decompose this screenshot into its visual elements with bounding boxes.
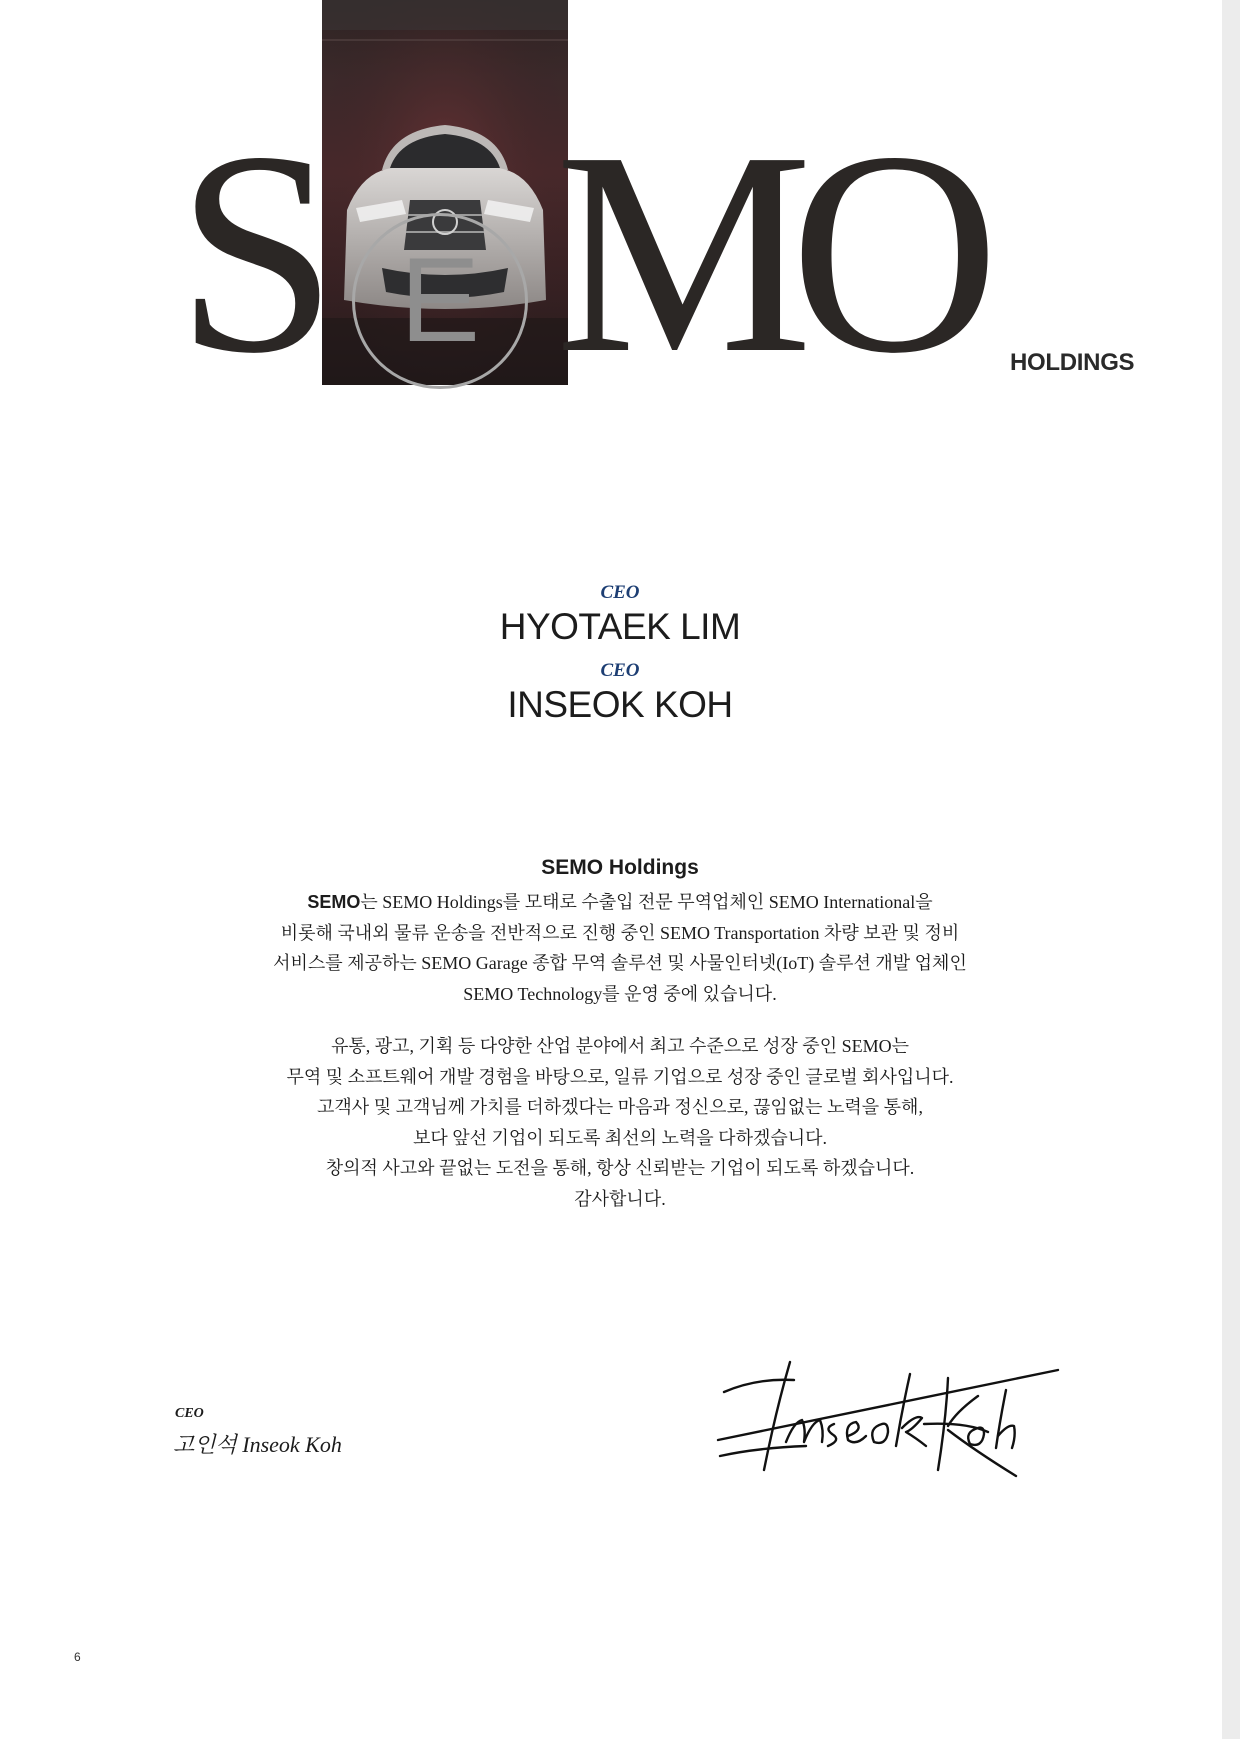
section-heading: SEMO Holdings (541, 856, 699, 879)
message-paragraph (0, 1031, 1240, 1214)
intro-line: 비롯해 국내외 물류 운송을 전반적으로 진행 중인 SEMO Transportation 차량 보관 및 정비 (280, 922, 960, 943)
ceo-title: CEO (600, 582, 640, 603)
message-line: 무역 및 소프트웨어 개발 경험을 바탕으로, 일류 기업으로 성장 중인 글로벌 회사입니다. (286, 1066, 954, 1087)
intro-paragraph (0, 887, 1240, 1009)
signoff-name: 고인석 Inseok Koh (173, 1432, 342, 1457)
logo-letter-e: E (399, 233, 481, 367)
logo-letter-s: S (176, 92, 338, 413)
ceo-name: HYOTAEK LIM (499, 606, 741, 647)
message-line: 보다 앞선 기업이 되도록 최선의 노력을 다하겠습니다. (412, 1127, 828, 1148)
handwritten-signature (716, 1350, 1066, 1485)
intro-line (0, 887, 1240, 918)
intro-line: SEMO Technology를 운영 중에 있습니다. (463, 983, 777, 1004)
intro-line-text: 는 SEMO Holdings를 모태로 수출입 전문 무역업체인 SEMO International을 (360, 892, 933, 912)
intro-lead: SEMO (307, 892, 361, 912)
logo-letter-o: O (790, 92, 1000, 413)
intro-line: 서비스를 제공하는 SEMO Garage 종합 무역 솔루션 및 사물인터넷(IoT) 솔루션 개발 업체인 (273, 953, 967, 973)
semo-holdings-logo (0, 0, 1240, 420)
ceo-entry (0, 660, 1240, 726)
message-line: 유통, 광고, 기획 등 다양한 산업 분야에서 최고 수준으로 성장 중인 SEMO는 (331, 1036, 909, 1056)
logo-holdings-text: HOLDINGS (1010, 349, 1135, 376)
ceo-title: CEO (600, 660, 640, 681)
message-line: 감사합니다. (574, 1188, 666, 1209)
signoff-title: CEO (175, 1406, 204, 1421)
ceo-name: INSEOK KOH (507, 684, 733, 725)
message-line: 창의적 사고와 끝없는 도전을 통해, 항상 신뢰받는 기업이 되도록 하겠습니다. (325, 1158, 915, 1178)
logo-letter-m: M (555, 92, 813, 413)
message-line: 고객사 및 고객님께 가치를 더하겠다는 마음과 정신으로, 끊임없는 노력을 통해, (317, 1097, 923, 1117)
page-number: 6 (74, 1650, 81, 1664)
ceo-entry (0, 582, 1240, 648)
